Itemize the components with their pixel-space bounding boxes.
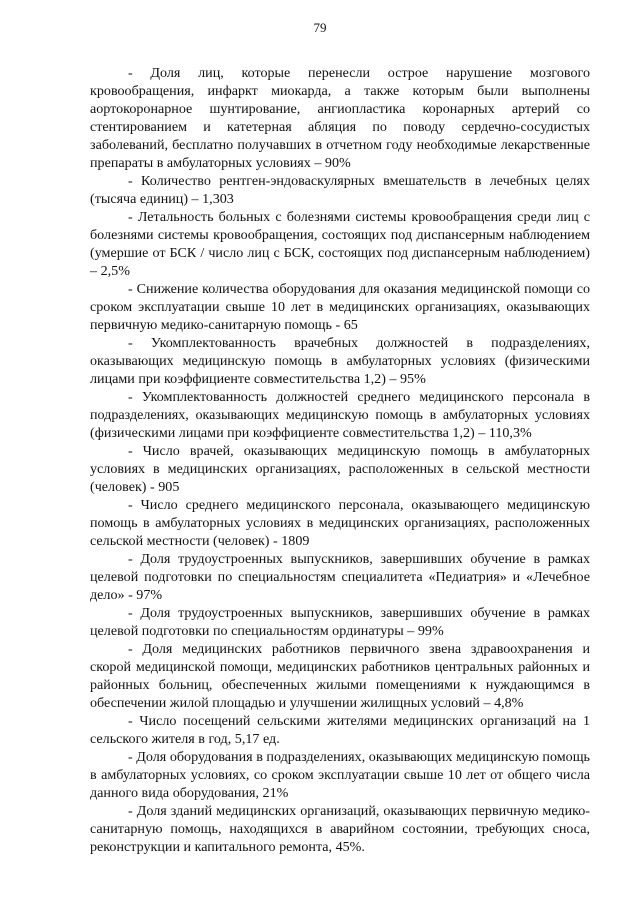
indicator-paragraph: - Доля оборудования в подразделениях, оказывающих медицинскую помощь в амбулаторных условиях, со сроком эксплуатации свыше 10 лет от общего числа данного вида оборудования, 21% <box>90 749 590 801</box>
indicator-paragraph: - Доля трудоустроенных выпускников, завершивших обучение в рамках целевой подготовки по специальностям специалитета «Педиатрия» и «Лечебное дело» - 97% <box>90 551 590 603</box>
indicator-paragraph: - Снижение количества оборудования для оказания медицинской помощи со сроком эксплуатации свыше 10 лет в медицинских организациях, оказывающих первичную медико-санитарную помощь - 65 <box>90 281 590 333</box>
indicator-paragraph: - Число среднего медицинского персонала, оказывающего медицинскую помощь в амбулаторных условиях в медицинских организациях, расположенных сельской местности (человек) - 1809 <box>90 497 590 549</box>
indicator-paragraph: - Доля лиц, которые перенесли острое нарушение мозгового кровообращения, инфаркт миокарда, а также которым были выполнены аортокоронарное шунтирование, ангиопластика коронарных артерий со стентированием и катетерная абляция по поводу сердечно-сосудистых заболеваний, бесплатно получавших в отчетном году необходимые лекарственные препараты в амбулаторных условиях – 90% <box>90 65 590 171</box>
indicator-paragraph: - Число врачей, оказывающих медицинскую помощь в амбулаторных условиях в медицинских организациях, расположенных в сельской местности (человек) - 905 <box>90 443 590 495</box>
indicator-paragraph: - Укомплектованность должностей среднего медицинского персонала в подразделениях, оказывающих медицинскую помощь в амбулаторных условиях (физическими лицами при коэффициенте совместительства 1,2) – 110,3% <box>90 389 590 441</box>
indicator-paragraph: - Доля медицинских работников первичного звена здравоохранения и скорой медицинской помощи, медицинских работников центральных районных и районных больниц, обеспеченных жилыми помещениями к нуждающимся в обеспечении жилой площадью и улучшении жилищных условий – 4,8% <box>90 641 590 711</box>
indicator-paragraph: - Количество рентген-эндоваскулярных вмешательств в лечебных целях (тысяча единиц) – 1,303 <box>90 173 590 207</box>
indicator-paragraph: - Доля трудоустроенных выпускников, завершивших обучение в рамках целевой подготовки по специальностям ординатуры – 99% <box>90 605 590 639</box>
indicator-paragraph: - Летальность больных с болезнями системы кровообращения среди лиц с болезнями системы кровообращения, состоящих под диспансерным наблюдением (умершие от БСК / число лиц с БСК, состоящих под диспансерным наблюдением) – 2,5% <box>90 209 590 279</box>
page-number: 79 <box>313 20 327 35</box>
indicator-paragraph: - Укомплектованность врачебных должностей в подразделениях, оказывающих медицинскую помощь в амбулаторных условиях (физическими лицами при коэффициенте совместительства 1,2) – 95% <box>90 335 590 387</box>
document-body <box>90 64 590 856</box>
indicator-paragraph: - Доля зданий медицинских организаций, оказывающих первичную медико-санитарную помощь, находящихся в аварийном состоянии, требующих сноса, реконструкции и капитального ремонта, 45%. <box>90 803 590 855</box>
indicator-paragraph: - Число посещений сельскими жителями медицинских организаций на 1 сельского жителя в год, 5,17 ед. <box>90 713 590 747</box>
